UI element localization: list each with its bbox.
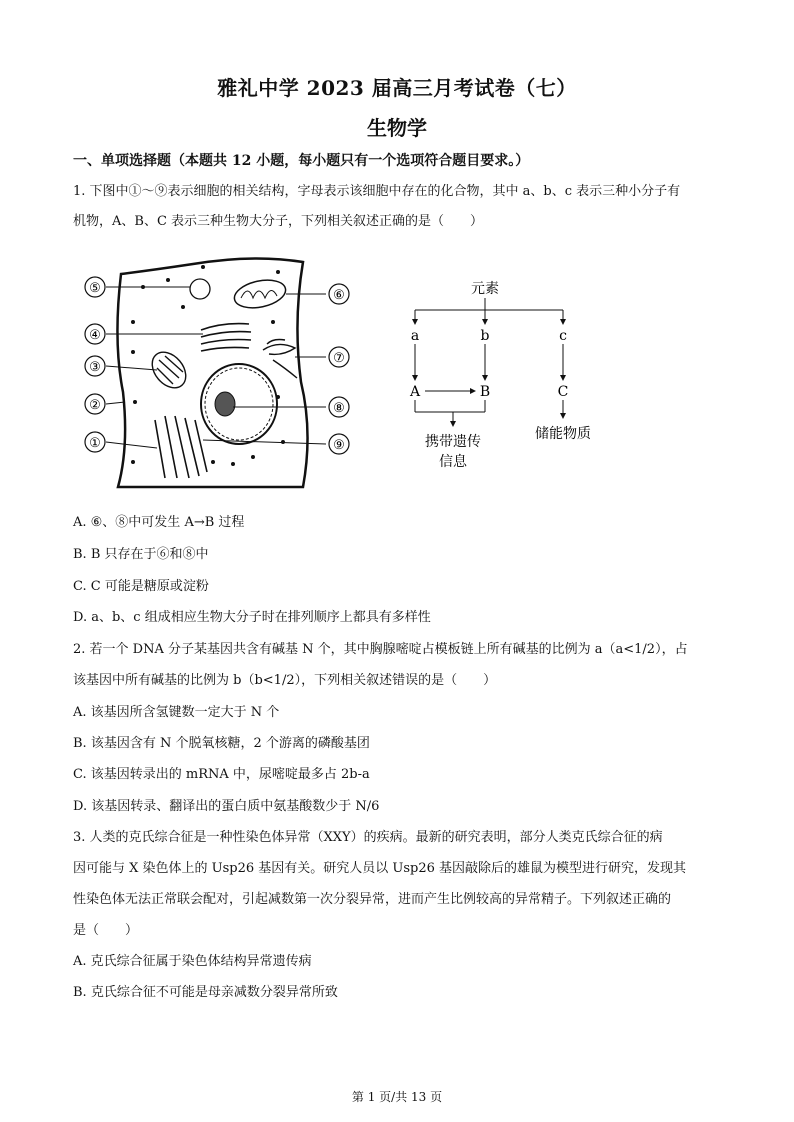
structure-1	[155, 416, 207, 478]
cell-label-3: ③	[89, 360, 101, 375]
q3-stem-line2: 因可能与 X 染色体上的 Usp26 基因有关。研究人员以 Usp26 基因敲除后的雄鼠为模型进行研究，发现其	[73, 861, 687, 876]
flow-chart	[415, 298, 563, 426]
q1-figure	[73, 252, 613, 497]
cell-label-9: ⑨	[333, 438, 345, 453]
subject-title: 生物学	[367, 116, 427, 140]
flow-small-a: a	[410, 328, 420, 344]
flow-output-1-line1: 携带遗传	[425, 434, 481, 450]
flow-top-label: 元素	[471, 281, 499, 297]
q2-option-b: B. 该基因含有 N 个脱氧核糖，2 个游离的磷酸基团	[73, 736, 370, 751]
flow-large-c: C	[557, 384, 569, 400]
q3-option-a: A. 克氏综合征属于染色体结构异常遗传病	[73, 954, 312, 969]
q3-stem-line1: 3. 人类的克氏综合征是一种性染色体异常（XXY）的疾病。最新的研究表明，部分人类克氏综合征的病	[73, 830, 663, 845]
cell-label-2: ②	[89, 398, 101, 413]
flow-large-b: B	[479, 384, 491, 400]
q1-stem-line1: 1. 下图中①～⑨表示细胞的相关结构，字母表示该细胞中存在的化合物，其中 a、b、c 表示三种小分子有	[73, 184, 681, 199]
cell-label-8: ⑧	[333, 401, 345, 416]
flow-output-1-line2: 信息	[439, 454, 467, 470]
structure-4	[201, 324, 251, 351]
q2-stem-line2: 该基因中所有碱基的比例为 b（b<1/2），下列相关叙述错误的是（ ）	[73, 673, 497, 688]
flow-small-c: c	[559, 328, 567, 344]
cell-label-1: ①	[89, 436, 101, 451]
exam-title: 雅礼中学 2023 届高三月考试卷（七）	[217, 76, 577, 100]
cell-membrane	[117, 258, 307, 487]
q2-option-a: A. 该基因所含氢键数一定大于 N 个	[73, 705, 280, 720]
cell-label-6: ⑥	[333, 288, 345, 303]
structure-6	[232, 276, 288, 312]
cell-label-7: ⑦	[333, 351, 345, 366]
flow-large-a: A	[409, 384, 421, 400]
page-number: 第 1 页/共 13 页	[351, 1090, 443, 1104]
flow-small-b: b	[480, 328, 490, 344]
q1-option-b: B. B 只存在于⑥和⑧中	[73, 547, 209, 562]
q2-option-d: D. 该基因转录、翻译出的蛋白质中氨基酸数少于 N/6	[73, 799, 380, 814]
q1-option-c: C. C 可能是糖原或淀粉	[73, 579, 209, 594]
q1-option-a: A. ⑥、⑧中可发生 A→B 过程	[73, 515, 245, 530]
q3-option-b: B. 克氏综合征不可能是母亲减数分裂异常所致	[73, 985, 338, 1000]
q3-stem-line4: 是（ ）	[73, 923, 139, 938]
structure-5	[190, 279, 210, 299]
q1-stem-line2: 机物，A、B、C 表示三种生物大分子，下列相关叙述正确的是（ ）	[73, 214, 484, 229]
q1-option-d: D. a、b、c 组成相应生物大分子时在排列顺序上都具有多样性	[73, 610, 431, 625]
cell-label-5: ⑤	[89, 281, 101, 296]
structure-8	[201, 364, 277, 444]
q3-stem-line3: 性染色体无法正常联会配对，引起减数第一次分裂异常，进而产生比例较高的异常精子。下列叙述正确的	[73, 892, 672, 907]
cell-label-4: ④	[89, 328, 101, 343]
q2-stem-line1: 2. 若一个 DNA 分子某基因共含有碱基 N 个，其中胸腺嘧啶占模板链上所有碱基的比例为 a（a<1/2），占	[73, 642, 688, 657]
cell-diagram	[73, 252, 613, 497]
q2-option-c: C. 该基因转录出的 mRNA 中，尿嘧啶最多占 2b-a	[73, 767, 370, 782]
structure-7	[263, 340, 297, 379]
section-heading: 一、单项选择题（本题共 12 小题，每小题只有一个选项符合题目要求。）	[73, 153, 530, 169]
flow-output-2: 储能物质	[535, 426, 591, 442]
